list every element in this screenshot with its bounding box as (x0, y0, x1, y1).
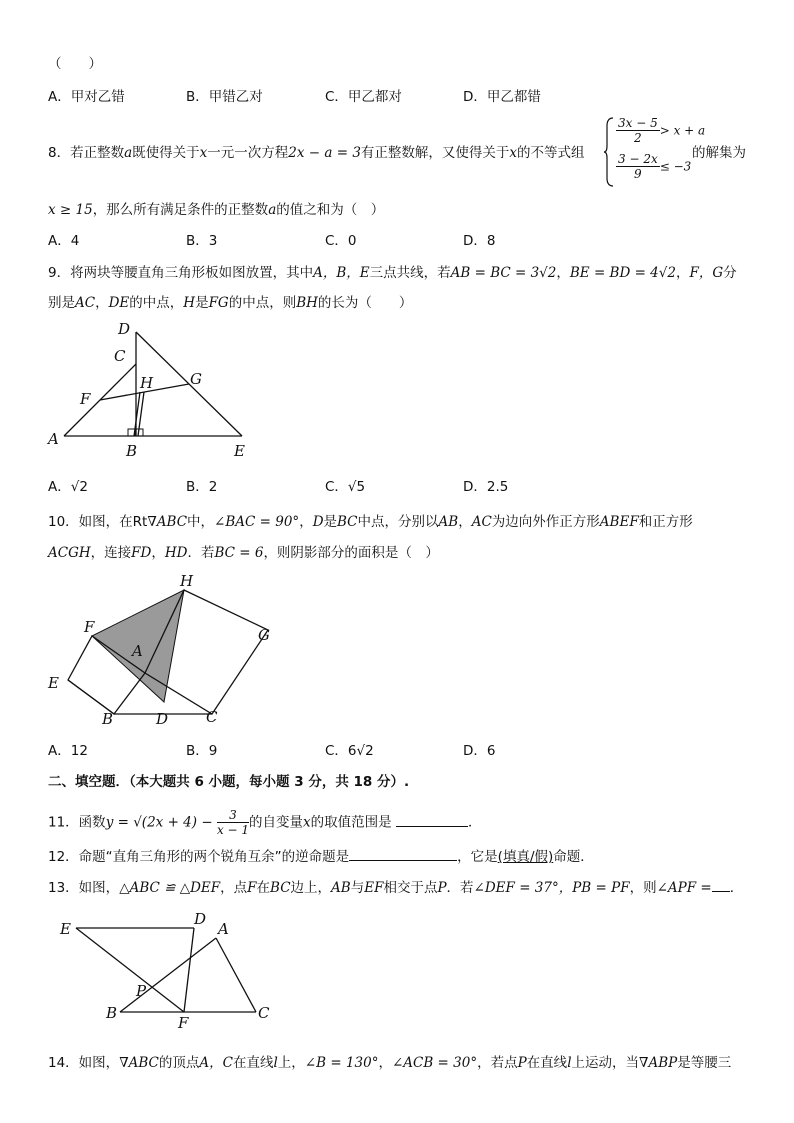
brace-icon (604, 116, 614, 188)
q11-stem: 11．函数y = √(2x + 4) − $\frac{3}{x - 1}$ 的自变量x的取值范围是 ． (48, 808, 482, 837)
q13-label-a: A (218, 920, 229, 938)
q9-label-b: B (126, 442, 138, 460)
q9-label-g: G (190, 370, 202, 388)
q9-label-d: D (118, 320, 131, 338)
q7-option-d[interactable]: D．甲乙都错 (463, 89, 541, 105)
q10-option-a[interactable]: A．12 (48, 743, 88, 759)
q13-label-c: C (258, 1004, 270, 1022)
q10-label-e: E (48, 674, 59, 692)
q9-label-h: H (140, 374, 154, 392)
q11-answer-blank[interactable] (396, 812, 468, 827)
q10-label-c: C (206, 708, 218, 726)
q9-option-c[interactable]: C．√5 (325, 479, 366, 495)
q12-answer-blank[interactable] (349, 846, 457, 861)
q8-option-a[interactable]: A．4 (48, 233, 80, 249)
q10-label-b: B (102, 710, 114, 728)
q10-option-c[interactable]: C．6√2 (325, 743, 374, 759)
q13-label-p: P (136, 982, 147, 1000)
q13-answer-blank[interactable] (712, 877, 730, 892)
q10-label-d: D (156, 710, 169, 728)
q8-stem-line2: x ≥ 15，那么所有满足条件的正整数a的值之和为（ ） (48, 202, 385, 218)
q10-label-g: G (258, 626, 270, 644)
q9-figure (40, 316, 260, 461)
q9-stem-line2: 别是AC，DE的中点，H是FG的中点，则BH的长为（ ） (48, 295, 413, 311)
q10-label-f: F (84, 618, 95, 636)
q8-option-b[interactable]: B．3 (186, 233, 218, 249)
q8-stem-line1: 8．若正整数a既使得关于x一元一次方程2x − a = 3有正整数解，又使得关于x的不等式组 (48, 145, 585, 161)
q13-stem: 13．如图，△ABC ≌ △DEF，点F在BC边上，AB与EF相交于点P．若∠DEF = 37°，PB = PF，则∠APF = ． (48, 877, 743, 897)
q7-option-b[interactable]: B．甲错乙对 (186, 89, 263, 105)
q10-label-h: H (180, 572, 194, 590)
q12-fill-hint[interactable]: (填真/假) (497, 849, 554, 865)
q9-option-b[interactable]: B．2 (186, 479, 218, 495)
q13-figure (50, 908, 290, 1033)
q10-option-b[interactable]: B．9 (186, 743, 218, 759)
q13-label-e: E (60, 920, 71, 938)
q8-stem-line1-end: 的解集为 (692, 145, 746, 161)
q10-stem-line1: 10．如图，在Rt∇ABC中，∠BAC = 90°，D是BC中点，分别以AB，AC为边向外作正方形ABEF和正方形 (48, 514, 693, 530)
q7-option-a[interactable]: A．甲对乙错 (48, 89, 125, 105)
section2-title: 二、填空题．（本大题共 6 小题，每小题 3 分，共 18 分）. (48, 774, 410, 790)
q9-stem-line1: 9．将两块等腰直角三角形板如图放置，其中A，B，E三点共线，若AB = BC = 3√2，BE = BD = 4√2，F，G分 (48, 265, 737, 281)
q13-label-b: B (106, 1004, 118, 1022)
q9-label-c: C (114, 347, 126, 365)
q12-stem: 12．命题“直角三角形的两个锐角互余”的逆命题是 ，它是(填真/假)命题． (48, 846, 594, 866)
q9-label-a: A (48, 430, 59, 448)
q9-label-e: E (234, 442, 245, 460)
q8-option-d[interactable]: D．8 (463, 233, 496, 249)
q10-label-a: A (132, 642, 143, 660)
q8-inequality-system (604, 116, 706, 188)
q10-option-d[interactable]: D．6 (463, 743, 496, 759)
q8-ineq1: $\frac{3x - 5}{2}$ > x + a (618, 116, 706, 145)
q9-label-f: F (80, 390, 91, 408)
q10-figure (40, 570, 280, 730)
q7-paren: （ ） (48, 56, 102, 72)
q8-ineq2: $\frac{3 - 2x}{9}$ ≤ −3 (618, 152, 692, 181)
q8-option-c[interactable]: C．0 (325, 233, 357, 249)
q14-stem: 14．如图，∇ABC的顶点A，C在直线l上，∠B = 130°，∠ACB = 30°，若点P在直线l上运动，当∇ABP是等腰三 (48, 1055, 732, 1071)
q13-label-d: D (194, 910, 207, 928)
q9-option-d[interactable]: D．2.5 (463, 479, 509, 495)
q7-option-c[interactable]: C．甲乙都对 (325, 89, 402, 105)
q9-option-a[interactable]: A．√2 (48, 479, 88, 495)
q13-label-f: F (178, 1014, 189, 1032)
q10-stem-line2: ACGH，连接FD，HD．若BC = 6，则阴影部分的面积是（ ） (48, 545, 439, 561)
